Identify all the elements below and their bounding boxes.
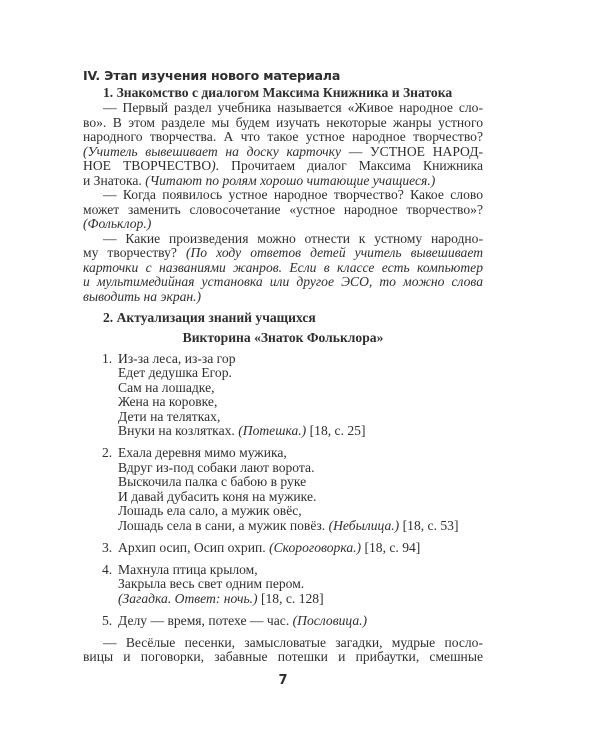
text-line <box>83 232 483 247</box>
text-line <box>83 116 483 131</box>
text-line <box>83 203 483 218</box>
text-run: может заменить словосочетание «устное народное творчество»? <box>83 201 483 217</box>
text-line <box>118 461 483 476</box>
text-run: Жена на коровке, <box>118 394 218 409</box>
text-run: И давай дубасить коня на мужике. <box>118 488 317 504</box>
paragraph <box>83 636 483 665</box>
text-run: — Первый раздел учебника называется «Живое народное сло- <box>103 100 483 115</box>
text-run: [18, с. 94] <box>361 539 421 555</box>
quiz-item-number: 1. <box>102 350 113 366</box>
text-line <box>83 188 483 203</box>
italic-remark: (Пословица.) <box>292 612 368 628</box>
paragraph <box>83 101 483 188</box>
text-run: во». В этом разделе мы будем изучать некоторые жанры устного <box>83 114 483 130</box>
text-run: му творчеству? <box>83 245 186 260</box>
italic-remark: (Скороговорка.) <box>269 539 362 555</box>
text-line <box>83 174 483 189</box>
quiz-item <box>83 614 483 629</box>
document-page <box>83 67 483 665</box>
quiz-item-number: 2. <box>102 445 113 460</box>
text-line <box>83 159 483 174</box>
italic-remark: (По ходу ответов детей учитель вывешивает <box>185 245 484 260</box>
text-run: Архип осип, Осип охрип. <box>118 539 270 555</box>
text-line <box>118 366 483 381</box>
text-run: [18, с. 53] <box>399 517 459 533</box>
text-line <box>118 446 483 461</box>
subsection-heading: 1. Знакомство с диалогом Максима Книжника и Знатока <box>103 85 453 100</box>
quiz-title: Викторина «Знаток Фольклора» <box>182 329 384 345</box>
text-run: — УСТНОЕ НАРОД- <box>341 143 483 159</box>
text-line <box>118 475 483 490</box>
italic-remark: (Небылица.) <box>328 517 400 533</box>
text-run: Едет дедушка Егор. <box>118 365 232 380</box>
text-run: Дети на телятках, <box>118 408 221 424</box>
text-line <box>83 130 483 145</box>
text-run: Лошадь ела сало, а мужик овёс, <box>118 503 302 518</box>
paragraph <box>83 232 483 305</box>
italic-remark: (Читают по ролям хорошо читающие учащиеся.) <box>145 172 436 188</box>
text-line <box>118 541 483 556</box>
text-line <box>83 636 483 651</box>
text-run: НОЕ ТВОРЧЕСТВО <box>83 158 212 173</box>
text-run: Выскочила палка с бабою в руке <box>118 474 307 489</box>
text-line <box>118 504 483 519</box>
italic-remark: и мультимедийная установка или другое ЭСО, то можно слова <box>83 274 483 289</box>
text-run: народного творчества. А что такое устное народное творчество? <box>83 129 483 144</box>
text-line <box>118 592 483 607</box>
text-run: — Когда появилось устное народное творчество? Какое слово <box>103 187 483 202</box>
quiz-item-number: 5. <box>102 612 113 628</box>
text-line <box>83 101 483 116</box>
quiz-item-number: 3. <box>102 539 113 555</box>
text-line <box>83 261 483 276</box>
text-run: Махнула птица крылом, <box>118 561 258 577</box>
text-run: Лошадь села в сани, а мужик повёз. <box>118 517 329 533</box>
italic-remark: карточки с названиями жанров. Если в классе есть компьютер <box>83 259 483 275</box>
text-run: вицы и поговорки, забавные потешки и прибаутки, смешные <box>83 649 483 664</box>
text-line <box>118 352 483 367</box>
quiz-item-number: 4. <box>102 561 113 577</box>
text-run: и Знатока. <box>83 172 146 188</box>
paragraph <box>83 188 483 232</box>
text-run: [18, с. 25] <box>306 423 366 438</box>
text-line <box>83 290 483 305</box>
italic-remark: ) <box>211 158 216 173</box>
text-run: [18, с. 128] <box>257 590 324 606</box>
section-title: IV. Этап изучения нового материала <box>83 68 341 83</box>
italic-remark: (Фольклор.) <box>83 216 152 231</box>
text-line <box>118 410 483 425</box>
text-run: Делу — время, потехе — час. <box>118 612 293 628</box>
text-line <box>83 650 483 665</box>
text-run: Из-за леса, из-за гор <box>118 350 236 366</box>
text-line <box>83 217 483 232</box>
quiz-item <box>83 446 483 533</box>
text-line <box>118 381 483 396</box>
quiz-item <box>83 541 483 556</box>
text-line <box>118 519 483 534</box>
text-line <box>83 275 483 290</box>
quiz-list <box>83 352 483 629</box>
text-line <box>118 614 483 629</box>
text-line <box>83 145 483 160</box>
italic-remark: (Загадка. Ответ: ночь.) <box>118 590 258 606</box>
italic-remark: выводить на экран.) <box>83 288 202 304</box>
italic-remark: (Учитель вывешивает на доску карточку <box>83 143 342 159</box>
text-line <box>118 395 483 410</box>
text-run: Внуки на козлятках. <box>118 423 239 438</box>
text-line <box>118 563 483 578</box>
subsection-heading: 2. Актуализация знаний учащихся <box>103 309 316 325</box>
quiz-item <box>83 563 483 607</box>
text-line <box>118 490 483 505</box>
quiz-item <box>83 352 483 439</box>
text-line <box>118 577 483 592</box>
text-run: Закрыла весь свет одним пером. <box>118 576 305 591</box>
text-line <box>83 246 483 261</box>
text-run: Ехала деревня мимо мужика, <box>118 445 287 460</box>
italic-remark: (Потешка.) <box>238 423 307 438</box>
text-run: Вдруг из-под собаки лают ворота. <box>118 459 315 475</box>
text-run: — Какие произведения можно отнести к устному народно- <box>103 230 483 246</box>
page-number: 7 <box>278 673 288 688</box>
text-run: . Прочитаем диалог Максима Книжника <box>215 158 483 173</box>
text-line <box>118 424 483 439</box>
text-run: — Весёлые песенки, замысловатые загадки, мудрые посло- <box>103 634 483 650</box>
text-run: Сам на лошадке, <box>118 379 215 395</box>
